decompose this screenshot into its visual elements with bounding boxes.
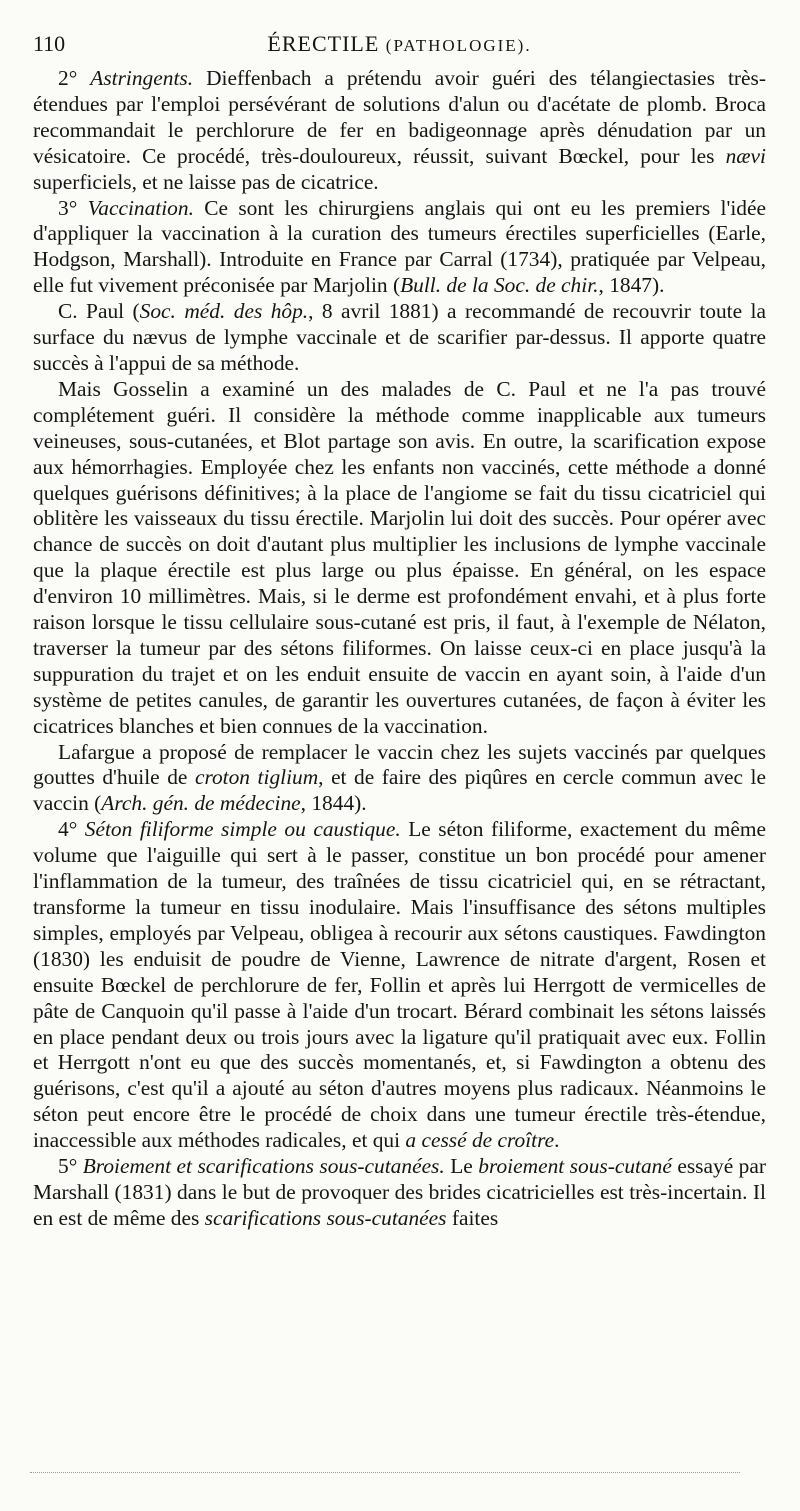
paragraph [33,66,766,196]
text-run: 4° [58,817,85,842]
header-subtitle: (PATHOLOGIE). [385,36,532,55]
paragraph [33,740,766,818]
text-run: Le [444,1154,479,1179]
italic-run: Arch. gén. de médecine [101,791,301,816]
paragraph [33,377,766,740]
italic-run: Bull. de la Soc. de chir. [400,273,599,298]
text-run: faites [446,1205,499,1230]
italic-run: broiement sous-cutané [478,1154,672,1179]
paragraph [33,1154,766,1232]
text-run: C. Paul ( [58,299,140,324]
italic-run: Soc. méd. des hôp. [139,299,309,324]
italic-run: Vaccination. [87,195,194,220]
text-run: 5° [58,1154,83,1179]
page-number: 110 [33,31,66,56]
running-header [33,26,766,62]
italic-run: Broiement et scarifications sous-cutanées. [82,1154,445,1179]
text-run: Mais Gosselin a examiné un des malades de C. Paul et ne l'a pas trouvé complétement guéri. Il considère la méthode comme inapplicable aux tumeurs veineuses, sous-cutanées, et Blot partage son avis. En outre, la scarification expose aux hémorrhagies. Employée chez les enfants non vaccinés, cette méthode a donné quelques guérisons définitives; à la place de l'angiome se fait du tissu cicatriciel qui oblitère les vaisseaux du tissu érectile. Marjolin lui doit des succès. Pour opérer avec chance de succès on doit d'autant plus multiplier les inclusions de lymphe vaccinale que la plaque érectile est plus large ou plus épaisse. En général, on les espace d'environ 10 millimètres. Mais, si le derme est profondément envahi, et à plus forte raison lorsque le tissu cellulaire sous-cutané est pris, il faut, à l'exemple de Nélaton, traverser la tumeur par des sétons filiformes. On laisse ceux-ci en place jusqu'à la suppuration du trajet et on les enduit ensuite de vaccin en ayant soin, à l'aide d'un système de petites canules, de garantir les ouvertures cutanées, de façon à éviter les cicatrices blanches et bien connues de la vaccination. [33,376,766,738]
footer-rule [30,1472,740,1473]
header-title: ÉRECTILE [267,31,380,56]
body-text [33,66,766,1232]
text-run: Ce sont les chirurgiens anglais qui ont eu les premiers l'idée d'appliquer la vaccination à la curation des tumeurs érectiles superficielles (Earle, Hodgson, Marshall). Introduite en France par Carral (1734), pratiquée par Velpeau, elle fut vivement préconisée par Marjolin ( [33,195,766,298]
italic-run: Séton filiforme simple ou caustique. [84,817,401,842]
text-run: , 8 avril 1881) a recommandé de recouvrir toute la surface du nævus de lymphe vaccinale et de scarifier par-dessus. Il apporte quatre succès à l'appui de sa méthode. [33,299,766,375]
italic-run: nævi [725,143,766,168]
text-run: Dieffenbach a prétendu avoir guéri des télangiectasies très-étendues par l'emploi persévérant de solutions d'alun ou d'acétate de plomb. Broca recommandait le perchlorure de fer en badigeonnage après dénudation par un vésicatoire. Ce procédé, très-douloureux, réussit, suivant Bœckel, pour les [33,66,766,168]
italic-run: Astringents. [90,66,194,90]
paragraph [33,817,766,1154]
text-run: 3° [58,195,88,220]
text-run: , 1847). [598,273,665,298]
running-title [33,26,766,64]
text-run: . [554,1128,560,1153]
text-run: superficiels, et ne laisse pas de cicatrice. [33,169,379,194]
italic-run: a cessé de croître [405,1128,555,1153]
italic-run: scarifications sous-cutanées [204,1205,447,1230]
paragraph [33,299,766,377]
text-run: , 1844). [300,791,367,816]
paragraph [33,196,766,300]
text-run: Lafargue a proposé de remplacer le vaccin chez les sujets vaccinés par quelques gouttes d'huile de [33,739,766,790]
text-run: Le séton filiforme, exactement du même volume que l'aiguille qui sert à le passer, constitue un bon procédé pour amener l'inflammation de la tumeur, des traînées de tissu cicatriciel qui, en se rétractant, transforme la tumeur en tissu inodulaire. Mais l'insuffisance des sétons multiples simples, employés par Velpeau, obligea à recourir aux sétons caustiques. Fawdington (1830) les enduisit de poudre de Vienne, Lawrence de nitrate d'argent, Rosen et ensuite Bœckel de perchlorure de fer, Follin et après lui Herrgott de vermicelles de pâte de Canquoin qu'il passe à l'aide d'un trocart. Bérard combinait les sétons laissés en place pendant deux ou trois jours avec la ligature qu'il pratiquait avec eux. Follin et Herrgott n'ont eu que des succès momentanés, et, si Fawdington a obtenu des guérisons, c'est qu'il a ajouté au séton d'autres moyens plus radicaux. Néanmoins le séton peut encore être le procédé de choix dans une tumeur érectile très-étendue, inaccessible aux méthodes radicales, et qui [33,817,766,1153]
text-run: 2° [58,66,91,90]
text-run: , et de faire des piqûres en cercle commun avec le vaccin ( [33,765,766,816]
text-run: essayé par Marshall (1831) dans le but de provoquer des brides cicatricielles est très-incertain. Il en est de même des [33,1154,766,1230]
italic-run: croton tiglium [194,765,319,790]
